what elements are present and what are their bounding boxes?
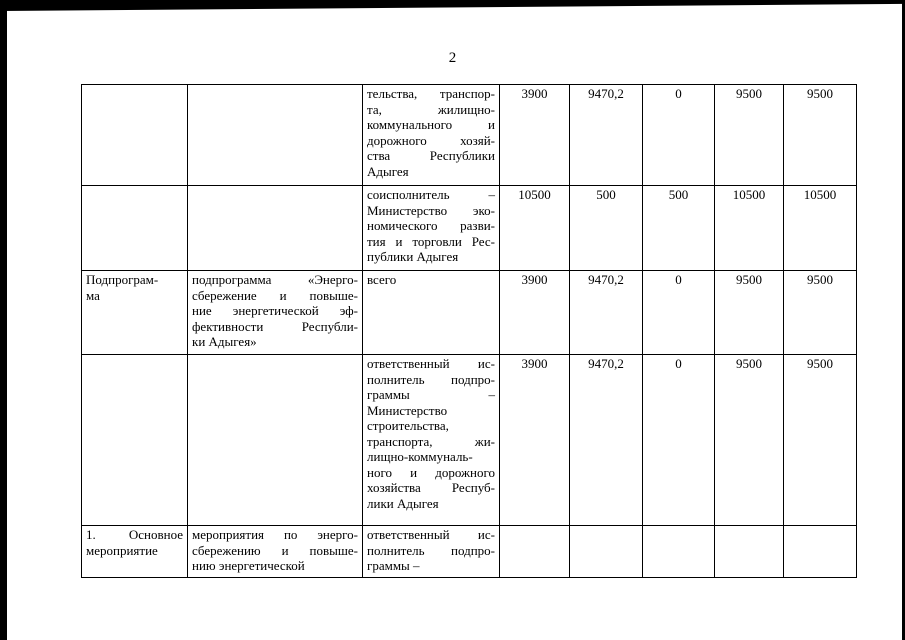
- cell-text-line: лищно-коммуналь-: [367, 449, 473, 464]
- row-title-cell: [82, 526, 188, 578]
- cell-text-line: коммунального и: [367, 117, 495, 132]
- value-cell: 9470,2: [570, 85, 643, 186]
- cell-text-line: 1. Основное: [86, 527, 183, 542]
- value-cell: [643, 526, 715, 578]
- cell-text-line: та, жилищно-: [367, 101, 495, 117]
- cell-text-line: тия и торговли Рес-: [367, 233, 495, 249]
- cell-text-line: нию энергетической: [192, 558, 305, 573]
- cell-text-line: сбережение и повыше-: [192, 287, 358, 303]
- cell-text-line: Министерство эко-: [367, 202, 495, 218]
- value-cell: 0: [643, 355, 715, 526]
- table-row: [82, 526, 857, 578]
- row-title-cell: [82, 186, 188, 271]
- scan-border-top: [0, 0, 905, 11]
- value-cell: [570, 526, 643, 578]
- value-cell: 3900: [500, 85, 570, 186]
- row-name-cell: [188, 85, 363, 186]
- value-cell: [784, 526, 857, 578]
- value-cell: 0: [643, 85, 715, 186]
- program-funding-table: [81, 84, 857, 578]
- cell-text-line: ства Республики: [367, 148, 495, 163]
- cell-text-line: сбережению и повыше-: [192, 542, 358, 558]
- cell-text-line: всего: [367, 272, 397, 287]
- cell-text-line: дорожного хозяй-: [367, 132, 495, 148]
- value-cell: 10500: [784, 186, 857, 271]
- table-row: [82, 271, 857, 355]
- cell-text-line: граммы –: [367, 558, 420, 573]
- cell-text-line: мероприятия по энерго-: [192, 527, 358, 542]
- cell-text-line: Подпрограм-: [86, 272, 159, 287]
- scan-border-left: [0, 0, 7, 640]
- value-cell: 9500: [784, 271, 857, 355]
- cell-text-line: Адыгея: [367, 163, 409, 179]
- value-cell: 500: [570, 186, 643, 271]
- row-title-cell: [82, 85, 188, 186]
- row-executor-cell: [363, 271, 500, 355]
- cell-text-line: соисполнитель –: [367, 187, 495, 202]
- cell-text-line: полнитель подпро-: [367, 542, 495, 558]
- value-cell: 0: [643, 271, 715, 355]
- value-cell: 10500: [715, 186, 784, 271]
- cell-text-line: ма: [86, 287, 100, 303]
- cell-text-line: публики Адыгея: [367, 249, 459, 264]
- cell-text-line: подпрограмма «Энерго-: [192, 272, 358, 287]
- value-cell: 9500: [715, 271, 784, 355]
- row-name-cell: [188, 355, 363, 526]
- cell-text-line: полнитель подпро-: [367, 371, 495, 387]
- cell-text-line: ответственный ис-: [367, 356, 495, 371]
- cell-text-line: хозяйства Респуб-: [367, 480, 495, 495]
- cell-text-line: граммы –: [367, 387, 495, 402]
- cell-text-line: ние энергетической эф-: [192, 303, 358, 318]
- cell-text-line: мероприятие: [86, 542, 158, 558]
- value-cell: 9470,2: [570, 355, 643, 526]
- cell-text-line: лики Адыгея: [367, 495, 439, 511]
- cell-text-line: ки Адыгея»: [192, 334, 257, 349]
- row-title-cell: [82, 355, 188, 526]
- value-cell: 10500: [500, 186, 570, 271]
- row-executor-cell: [363, 355, 500, 526]
- table-row: [82, 186, 857, 271]
- row-name-cell: [188, 526, 363, 578]
- cell-text-line: тельства, транспор-: [367, 86, 495, 101]
- value-cell: 3900: [500, 271, 570, 355]
- row-title-cell: [82, 271, 188, 355]
- page-number: 2: [448, 50, 457, 66]
- value-cell: [500, 526, 570, 578]
- value-cell: 9500: [715, 85, 784, 186]
- row-executor-cell: [363, 85, 500, 186]
- row-executor-cell: [363, 526, 500, 578]
- cell-text-line: номического разви-: [367, 218, 495, 233]
- table-row: [82, 355, 857, 526]
- value-cell: 9470,2: [570, 271, 643, 355]
- cell-text-line: транспорта, жи-: [367, 433, 495, 449]
- row-name-cell: [188, 271, 363, 355]
- value-cell: 9500: [715, 355, 784, 526]
- cell-text-line: строительства,: [367, 418, 449, 433]
- cell-text-line: ответственный ис-: [367, 527, 495, 542]
- value-cell: 9500: [784, 355, 857, 526]
- row-name-cell: [188, 186, 363, 271]
- cell-text-line: Министерство: [367, 402, 448, 418]
- cell-text-line: ного и дорожного: [367, 464, 495, 480]
- value-cell: 500: [643, 186, 715, 271]
- value-cell: [715, 526, 784, 578]
- cell-text-line: фективности Республи-: [192, 318, 358, 334]
- row-executor-cell: [363, 186, 500, 271]
- value-cell: 9500: [784, 85, 857, 186]
- table-row: [82, 85, 857, 186]
- value-cell: 3900: [500, 355, 570, 526]
